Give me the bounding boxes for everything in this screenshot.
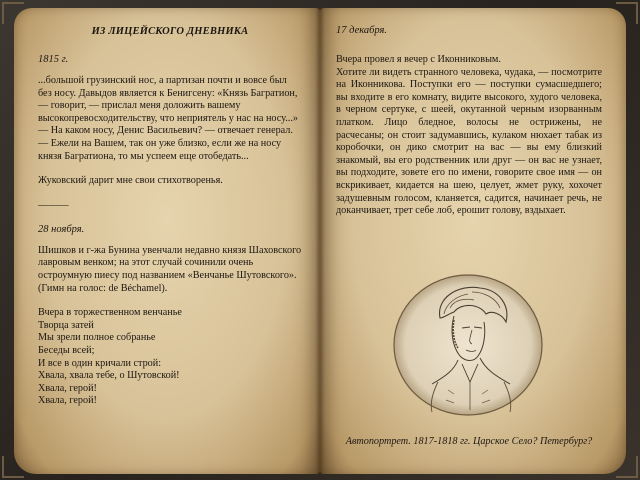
verse [38,307,302,408]
entry-date: 17 декабря. [336,25,388,36]
right-page [320,8,626,474]
verse-line: Мы зрели полное собранье [38,332,156,344]
separator: ——— [38,199,69,211]
left-page [14,8,320,474]
open-book [14,8,626,474]
entry-date: 28 ноября. [38,223,85,235]
verse-line: Хвала, герой! [38,395,97,407]
verse-line: Вчера в торжественном венчанье [38,307,182,319]
verse-line: Беседы всей; [38,344,95,356]
paragraph: Жуковский дарит мне свои стихотворенья. [38,175,223,187]
paragraph: — На каком носу, Денис Васильевич? — отвечает генерал. — Ежели на Вашем, так он уже близко, если же на носу князя Багратиона, то мы успеем еще отобедать... [38,125,293,162]
book-spine [315,8,325,474]
paragraph: ...большой грузинский нос, а партизан почти и вовсе был без носу. Давыдов является к Бенигсену: «Князь Багратион, — говорит, — прислал меня доложить вашему высокопревосходительству, что неприятель у нас на носу...» [38,75,298,124]
portrait-caption: Автопортрет. 1817-1818 гг. Царское Село? Петербург? [345,436,593,447]
self-portrait-sketch-icon [388,270,548,420]
entry-date: 1815 г. [38,54,69,65]
verse-line: И все в один кричали строй: [38,357,162,369]
paragraph: Шишков и г-жа Бунина увенчали недавно князя Шаховского лавровым венком; на этот случай сочинили очень остроумную пиесу под названием «Венчанье Шутовского». (Гимн на голос: de Béchamel). [38,244,302,294]
verse-line: Хвала, герой! [38,382,97,394]
page-title: ИЗ ЛИЦЕЙСКОГО ДНЕВНИКА [91,26,249,37]
paragraph: Вчера провел я вечер с Иконниковым. [336,54,501,65]
paragraph: Хотите ли видеть странного человека, чудака, — посмотрите на Иконникова. Поступки его — поступки сумасшедшего; вы входите в его комнату, видите высокого, худого человека, в черном сертуке, с шеей, окутанной черным изорванным платком. Лицо бледное, волосы не острижены, не расчесаны; он стоит задумавшись, кулаком нюхает табак из коробочки, он дико смотрит на вас — вы ему близкий знакомый, вы его родственник или друг — он вас не узнает, вы подходите, зовете его по имени, говорите свое имя — он вскрикивает, кидается на шею, целует, жмет руку, хохочет задушевным голосом, кланяется, садится, начинает речь, не доканчивает, трет себе лоб, ерошит голову, вздыхает. [336,66,602,217]
verse-line: Хвала, хвала тебе, о Шутовской! [38,370,180,382]
verse-line: Творца затей [38,319,94,331]
